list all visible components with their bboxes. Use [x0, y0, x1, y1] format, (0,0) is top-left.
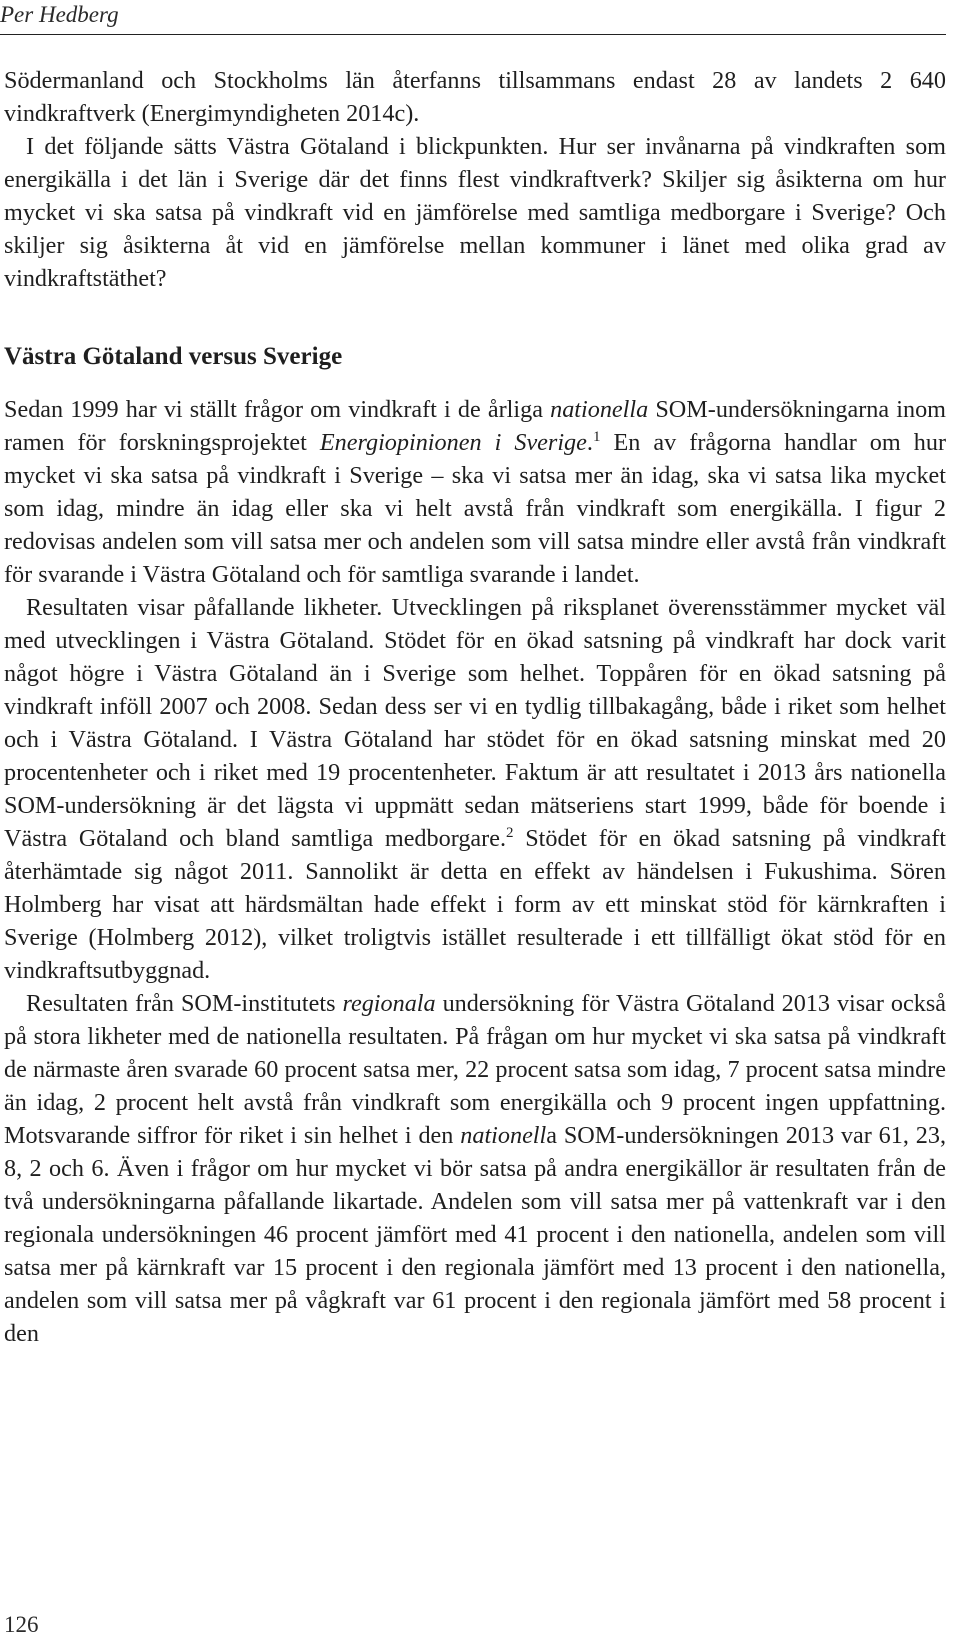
- body-text: [4, 64, 946, 1350]
- footnote-ref-1: 1: [592, 429, 601, 445]
- emphasis-project-name: Energiopinionen i Sverige: [319, 429, 587, 456]
- page-number: 126: [4, 1612, 39, 1637]
- emphasis-nationell: nationell: [460, 1122, 547, 1149]
- paragraph-5-text-a: Resultaten från SOM-institutets: [26, 990, 343, 1017]
- emphasis-nationella: nationella: [550, 396, 649, 423]
- paragraph-4-text-b: Stödet för en ökad satsning på vindkraft återhämtade sig något 2011. Sannolikt är detta en effekt av händelsen i Fukushima. Sören Holmberg har visat att härdsmältan hade effekt i form av ett minskat stöd för kärnkraften i Sverige (Holmberg 2012), vilket troligtvis istället resulterade i ett tillfälligt ökat stöd för en vindkraftsutbyggnad.: [4, 825, 947, 984]
- paragraph-3-text-d: En av frågorna handlar om hur mycket vi ska satsa på vindkraft i Sverige – ska vi satsa mer än idag, ska vi satsa lika mycket som idag, mindre än idag eller ska vi helt avstå från vindkraft som energikälla. I figur 2 redovisas andelen som vill satsa mer och andelen som vill satsa mindre eller avstå från vindkraft för svarande i Västra Götaland och för samtliga svarande i landet.: [4, 429, 947, 588]
- paragraph-3-text-b: SOM-undersökningarna inom ramen för forskningsprojektet: [4, 396, 946, 456]
- paragraph-4: [4, 591, 946, 987]
- paragraph-5-text-c: a SOM-undersökningen 2013 var 61, 23, 8, 2 och 6. Även i frågor om hur mycket vi bör satsa på andra energikällor är resultaten från de två undersökningarna påfallande likartade. Andelen som vill satsa mer på vattenkraft var i den regionala undersökningen 46 procent jämfört med 41 procent i den nationella, andelen som vill satsa mer på kärnkraft var 15 procent i den regionala jämfört med 13 procent i den nationella, andelen som vill satsa mer på vågkraft var 61 procent i den regionala jämfört med 58 procent i den: [4, 1122, 946, 1347]
- paragraph-4-text-a: Resultaten visar påfallande likheter. Utvecklingen på riksplanet överensstämmer mycket väl med utvecklingen i Västra Götaland. Stödet för en ökad satsning på vindkraft har dock varit något högre i Västra Götaland än i Sverige som helhet. Toppåren för en ökad satsning på vindkraft inföll 2007 och 2008. Sedan dess ser vi en tydlig tillbakagång, både i riket som helhet och i Västra Götaland. I Västra Götaland har stödet för en ökad satsning minskat med 20 procentenheter och i riket med 19 procentenheter. Faktum är att resultatet i 2013 års nationella SOM-undersökning är det lägsta vi uppmätt sedan mätseriens start 1999, både för boende i Västra Götaland och bland samtliga medborgare.: [4, 594, 946, 852]
- paragraph-3-text-c: .: [586, 429, 593, 456]
- paragraph-2: I det följande sätts Västra Götaland i blickpunkten. Hur ser invånarna på vindkraften som energikälla i det län i Sverige där det finns flest vindkraftverk? Skiljer sig åsikterna om hur mycket vi ska satsa på vindkraft vid en jämförelse med samtliga medborgare i Sverige? Och skiljer sig åsikterna åt vid en jämförelse mellan kommuner i länet med olika grad av vindkraftstäthet?: [4, 133, 946, 292]
- paragraph-1: Södermanland och Stockholms län återfanns tillsammans endast 28 av landets 2 640 vindkraftverk (Energimyndigheten 2014c).: [4, 67, 946, 127]
- running-head: Per Hedberg: [0, 2, 119, 27]
- paragraph-3-text-a: Sedan 1999 har vi ställt frågor om vindkraft i de årliga: [4, 396, 551, 423]
- paragraph-5: [4, 987, 946, 1350]
- section-heading: Västra Götaland versus Sverige: [4, 343, 343, 370]
- paragraph-5-text-b: undersökning för Västra Götaland 2013 visar också på stora likheter med de nationella resultaten. På frågan om hur mycket vi ska satsa på vindkraft de närmaste åren svarade 60 procent satsa mer, 22 procent satsa som idag, 7 procent satsa mindre än idag, 2 procent helt avstå från vindkraft som energikälla och 9 procent ingen uppfattning. Motsvarande siffror för riket i sin helhet i den: [4, 990, 946, 1149]
- footnote-ref-2: 2: [506, 825, 514, 841]
- header-rule: [0, 34, 946, 35]
- emphasis-regionala: regionala: [342, 990, 436, 1017]
- paragraph-3: [4, 393, 946, 591]
